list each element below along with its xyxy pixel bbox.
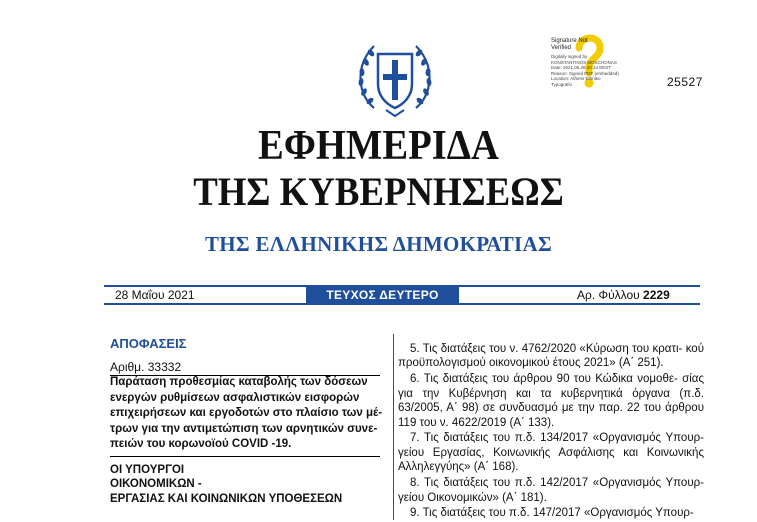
column-divider xyxy=(393,334,394,520)
signature-status-line1: Signature Not xyxy=(551,38,588,44)
number-underline xyxy=(110,375,380,376)
ministers-line: ΟΙΚΟΝΟΜΙΚΩΝ - xyxy=(110,478,202,491)
subject-line: πειών του κορωνοϊού COVID -19. xyxy=(110,438,292,451)
paragraph: 9. Τις διατάξεις του π.δ. 147/2017 «Οργανισμός Υπουρ- xyxy=(410,507,694,520)
sheet-number xyxy=(577,288,670,302)
page-number: 25527 xyxy=(667,75,703,89)
section-heading: ΑΠΟΦΑΣΕΙΣ xyxy=(110,336,187,351)
greek-coat-of-arms-emblem xyxy=(356,38,434,120)
left-column xyxy=(110,336,386,506)
issue-date: 28 Μαΐου 2021 xyxy=(115,288,195,302)
subject-line: τρων για την αντιμετώπιση των αρνητικών συνε- xyxy=(110,422,378,435)
paragraph: 6. Τις διατάξεις του άρθρου 90 του Κώδικα νομοθε- σίας για την Κυβέρνηση και τα κυβερνητικά όργανα (π.δ. 63/2005, Α΄ 98) σε συνδυασμό με την παρ. 22 του άρθρου 119 του ν. 4622/2019 (Α΄ 133). xyxy=(398,373,704,429)
issue-label: ΤΕΥΧΟΣ ΔΕΥΤΕΡΟ xyxy=(306,287,459,303)
ministers-line: ΟΙ ΥΠΟΥΡΓΟΙ xyxy=(110,463,185,476)
subject-line: ενεργών ρυθμίσεων ασφαλιστικών εισφορών xyxy=(110,391,360,404)
gazette-title-line2: ΤΗΣ ΚΥΒΕΡΝΗΣΕΩΣ xyxy=(193,169,564,214)
paragraph: 8. Τις διατάξεις του π.δ. 142/2017 «Οργανισμός Υπουρ- γείου Οικονομικών» (Α΄ 181). xyxy=(398,477,704,504)
ministers-line: ΕΡΓΑΣΙΑΣ ΚΑΙ ΚΟΙΝΩΝΙΚΩΝ ΥΠΟΘΕΣΕΩΝ xyxy=(110,492,343,505)
subject-line: επιχειρήσεων και εργοδοτών στο πλαίσιο των μέ- xyxy=(110,407,383,420)
gazette-subtitle: ΤΗΣ ΕΛΛΗΝΙΚΗΣ ΔΗΜΟΚΡΑΤΙΑΣ xyxy=(204,232,553,256)
decision-subject xyxy=(110,375,386,453)
issue-bar-bottom-rule xyxy=(104,303,700,305)
paragraph: 7. Τις διατάξεις του π.δ. 134/2017 «Οργανισμός Υπουρ- γείου Εργασίας, Κοινωνικής Ασφάλισης και Κοινωνικής Αλληλεγγύης» (Α΄ 168). xyxy=(398,432,704,474)
sheet-label: Αρ. Φύλλου xyxy=(577,288,640,302)
decision-number: Αριθμ. 33332 xyxy=(110,360,182,374)
subject-line: Παράταση προθεσμίας καταβολής των δόσεων xyxy=(110,376,368,388)
ministers-block xyxy=(110,463,386,507)
sheet-number-value: 2229 xyxy=(643,288,670,302)
subject-underline xyxy=(110,456,380,457)
signature-details: Digitally signed by KONSTANTINOS MOSCHONAS Date: 2021.05.28 20:24 EEST Reason: Signed PDF (embedded) Location: Athens Ethniko Typografio xyxy=(551,54,619,87)
right-column xyxy=(398,342,704,522)
gazette-title-line1: ΕΦΗΜΕΡΙΔΑ xyxy=(258,123,499,169)
paragraph: 5. Τις διατάξεις του ν. 4762/2020 «Κύρωση του κρατι- κού προϋπολογισμού οικονομικού έτους 2021» (Α΄ 251). xyxy=(398,343,704,370)
digital-signature-stamp xyxy=(549,38,649,102)
signature-status-line2: Verified xyxy=(551,45,572,51)
